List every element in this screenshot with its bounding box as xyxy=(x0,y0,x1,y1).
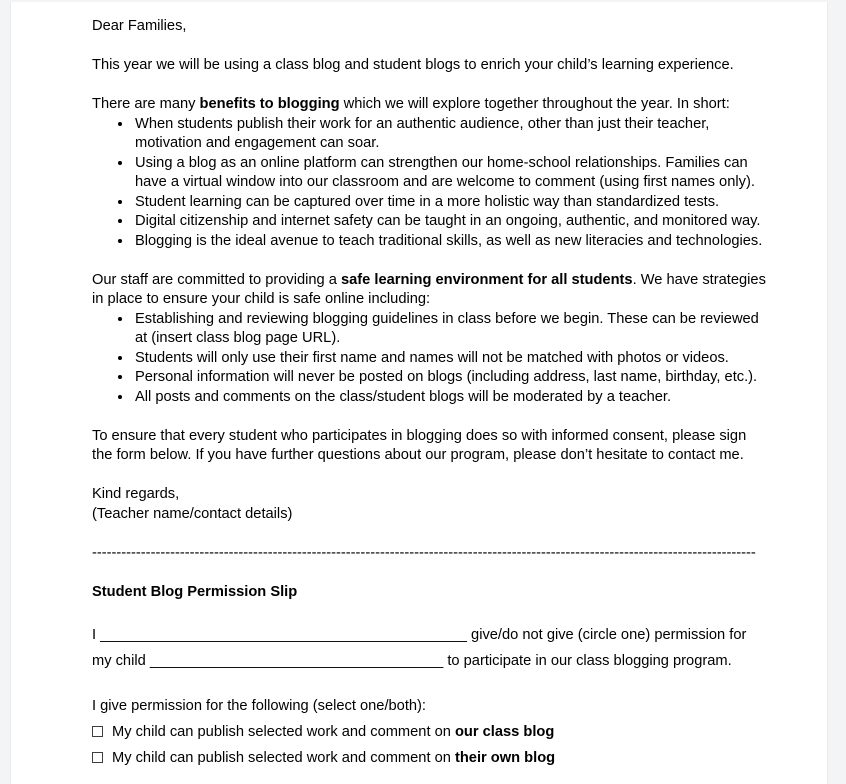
option-class-blog xyxy=(92,719,767,745)
intro-paragraph: This year we will be using a class blog and student blogs to enrich your child’s learning experience. xyxy=(92,57,734,73)
list-item: • Students will only use their first name and names will not be matched with photos or videos. xyxy=(133,349,767,369)
permission-line2-pre: my child xyxy=(92,652,150,669)
benefits-text-bold: benefits to blogging xyxy=(199,96,340,112)
safety-paragraph xyxy=(92,271,767,310)
consent-paragraph: To ensure that every student who participates in blogging does so with informed consent, please sign the form below. If you have further questions about our program, please don’t hesitate to contact me. xyxy=(92,427,747,463)
list-item: • When students publish their work for an authentic audience, other than just their teacher, motivation and engagement can soar. xyxy=(133,115,767,154)
checkbox-our-class-blog-icon[interactable] xyxy=(92,726,103,737)
permission-line-child xyxy=(92,648,767,674)
safety-list xyxy=(92,310,767,408)
list-item: • All posts and comments on the class/student blogs will be moderated by a teacher. xyxy=(133,388,767,408)
list-item: • Blogging is the ideal avenue to teach traditional skills, as well as new literacies and technologies. xyxy=(133,232,767,252)
option-class-blog-text: My child can publish selected work and comment on xyxy=(112,724,455,740)
safety-text-bold: safe learning environment for all students xyxy=(341,271,633,288)
child-name-blank-field[interactable]: ____________________________________ xyxy=(149,652,444,669)
benefits-text-post: which we will explore together throughout the year. In short: xyxy=(339,96,730,112)
permission-line2-post: to participate in our class blogging program. xyxy=(443,652,732,669)
option-own-blog xyxy=(92,745,767,771)
document-page xyxy=(10,2,828,784)
list-item: • Establishing and reviewing blogging guidelines in class before we begin. These can be reviewed at (insert class blog page URL). xyxy=(133,310,767,349)
list-item: • Student learning can be captured over time in a more holistic way than standardized tests. xyxy=(133,193,767,213)
list-item: • Digital citizenship and internet safety can be taught in an ongoing, authentic, and monitored way. xyxy=(133,212,767,232)
safety-text-post: . We have strategies in place to ensure your child is safe online including: xyxy=(92,271,766,307)
permission-slip-title: Student Blog Permission Slip xyxy=(92,583,298,600)
salutation: Dear Families, xyxy=(92,18,187,34)
permission-line1-pre: I xyxy=(92,626,101,643)
benefits-text-pre: There are many xyxy=(92,96,200,112)
closing-line: Kind regards, xyxy=(92,486,180,502)
option-own-blog-bold: their own blog xyxy=(454,750,556,766)
option-own-blog-text: My child can publish selected work and comment on xyxy=(112,750,455,766)
safety-text-pre: Our staff are committed to providing a xyxy=(92,271,341,288)
dashed-separator: ---------------------------------------------------------------------------------------------------------------------------------------- xyxy=(92,544,756,561)
option-class-blog-bold: our class blog xyxy=(454,724,555,740)
list-item: • Personal information will never be posted on blogs (including address, last name, birthday, etc.). xyxy=(133,368,767,388)
permission-line-parent xyxy=(92,622,767,648)
benefits-list xyxy=(92,115,767,252)
benefits-paragraph xyxy=(92,95,767,115)
signature-placeholder: (Teacher name/contact details) xyxy=(92,505,293,522)
checkbox-their-own-blog-icon[interactable] xyxy=(92,752,103,763)
parent-name-blank-field[interactable]: _____________________________________________ xyxy=(100,626,467,643)
select-prompt: I give permission for the following (select one/both): xyxy=(92,698,427,714)
list-item: • Using a blog as an online platform can strengthen our home-school relationships. Families can have a virtual window into our classroom and are welcome to comment (using first names only). xyxy=(133,154,767,193)
permission-line1-post: give/do not give (circle one) permission for xyxy=(466,626,747,643)
